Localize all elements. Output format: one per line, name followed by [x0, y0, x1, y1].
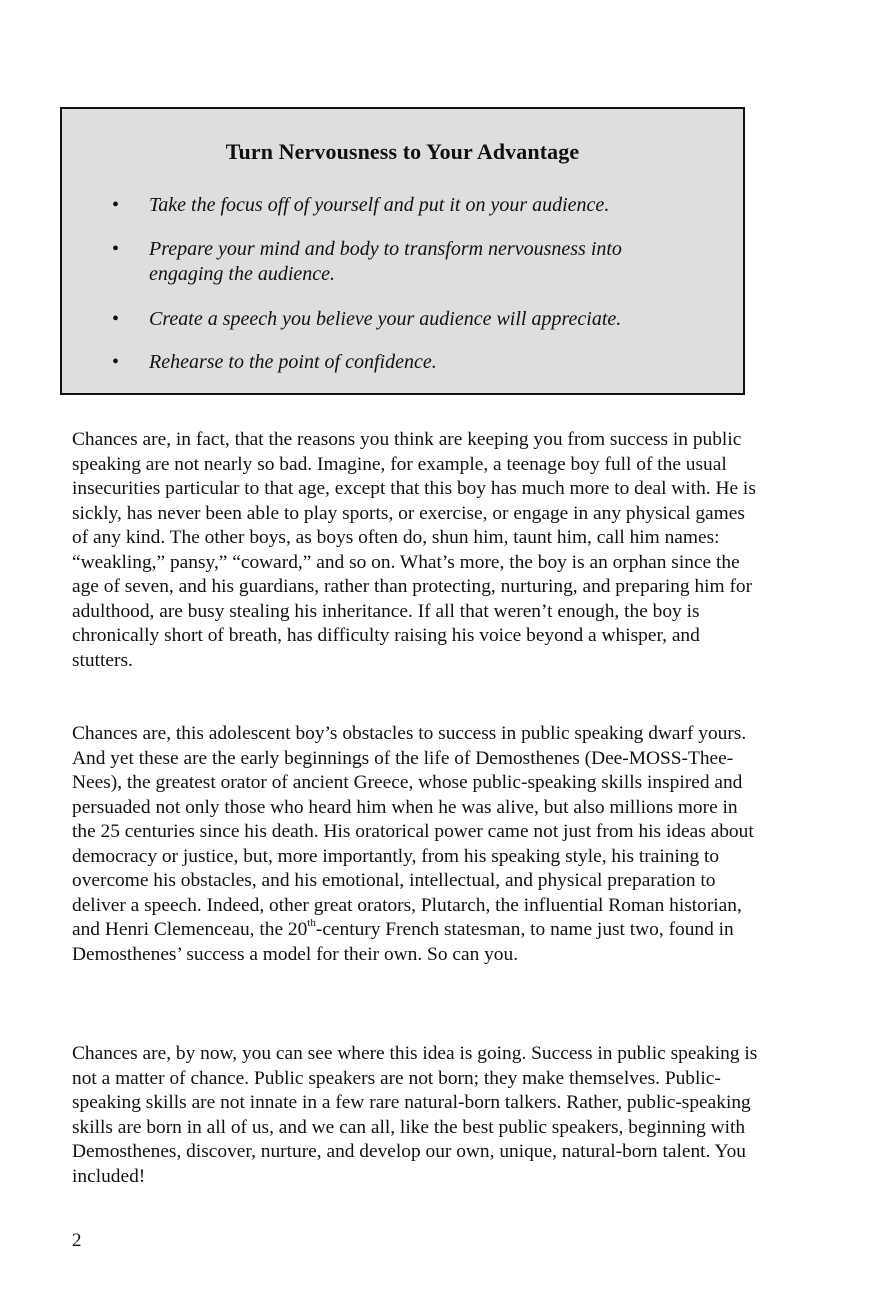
- callout-box: [60, 107, 745, 395]
- page-number: 2: [72, 1230, 82, 1251]
- bullet-icon: •: [112, 194, 120, 216]
- ordinal-suffix: th: [307, 917, 316, 929]
- bullet-icon: •: [112, 238, 120, 260]
- paragraph-2-text-continued: -century French statesman, to name just two, found in Demosthenes’ success a model for their own. So can you.: [72, 919, 734, 965]
- paragraph-2-text: Chances are, this adolescent boy’s obstacles to success in public speaking dwarf yours. And yet these are the early beginnings of the life of Demosthenes (Dee-MOSS-Thee-Nees), the greatest orator of ancient Greece, whose public-speaking skills inspired and persuaded not only those who heard him when he was alive, but also millions more in the 25 centuries since his death. His oratorical power came not just from his ideas about democracy or justice, but, more importantly, from his speaking style, his training to overcome his obstacles, and his emotional, intellectual, and physical preparation to deliver a speech. Indeed, other great orators, Plutarch, the influential Roman historian, and Henri Clemenceau, the 20: [72, 723, 754, 940]
- tip-text: Take the focus off of yourself and put it on your audience.: [149, 194, 610, 216]
- body-paragraph-3: Chances are, by now, you can see where this idea is going. Success in public speaking is not a matter of chance. Public speakers are not born; they make themselves. Public-speaking skills are not innate in a few rare natural-born talkers. Rather, public-speaking skills are born in all of us, and we can all, like the best public speakers, beginning with Demosthenes, discover, nurture, and develop our own, unique, natural-born talent. You included!: [72, 1043, 758, 1187]
- tip-text: Rehearse to the point of confidence.: [149, 351, 437, 373]
- bullet-icon: •: [112, 308, 120, 330]
- body-paragraph-1: Chances are, in fact, that the reasons you think are keeping you from success in public speaking are not nearly so bad. Imagine, for example, a teenage boy full of the usual insecurities particular to that age, except that this boy has much more to deal with. He is sickly, has never been able to play sports, or exercise, or engage in any physical games of any kind. The other boys, as boys often do, shun him, taunt him, call him names: “weakling,” pansy,” “coward,” and so on. What’s more, the boy is an orphan since the age of seven, and his guardians, rather than protecting, nurturing, and preparing him for adulthood, are busy stealing his inheritance. If all that weren’t enough, the boy is chronically short of breath, has difficulty raising his voice beyond a whisper, and stutters.: [72, 429, 756, 671]
- tip-text: Prepare your mind and body to transform nervousness into engaging the audience.: [149, 238, 622, 285]
- body-paragraph-2: [72, 722, 762, 967]
- tip-text: Create a speech you believe your audience will appreciate.: [149, 308, 622, 330]
- bullet-icon: •: [112, 351, 120, 373]
- callout-title: Turn Nervousness to Your Advantage: [225, 139, 580, 164]
